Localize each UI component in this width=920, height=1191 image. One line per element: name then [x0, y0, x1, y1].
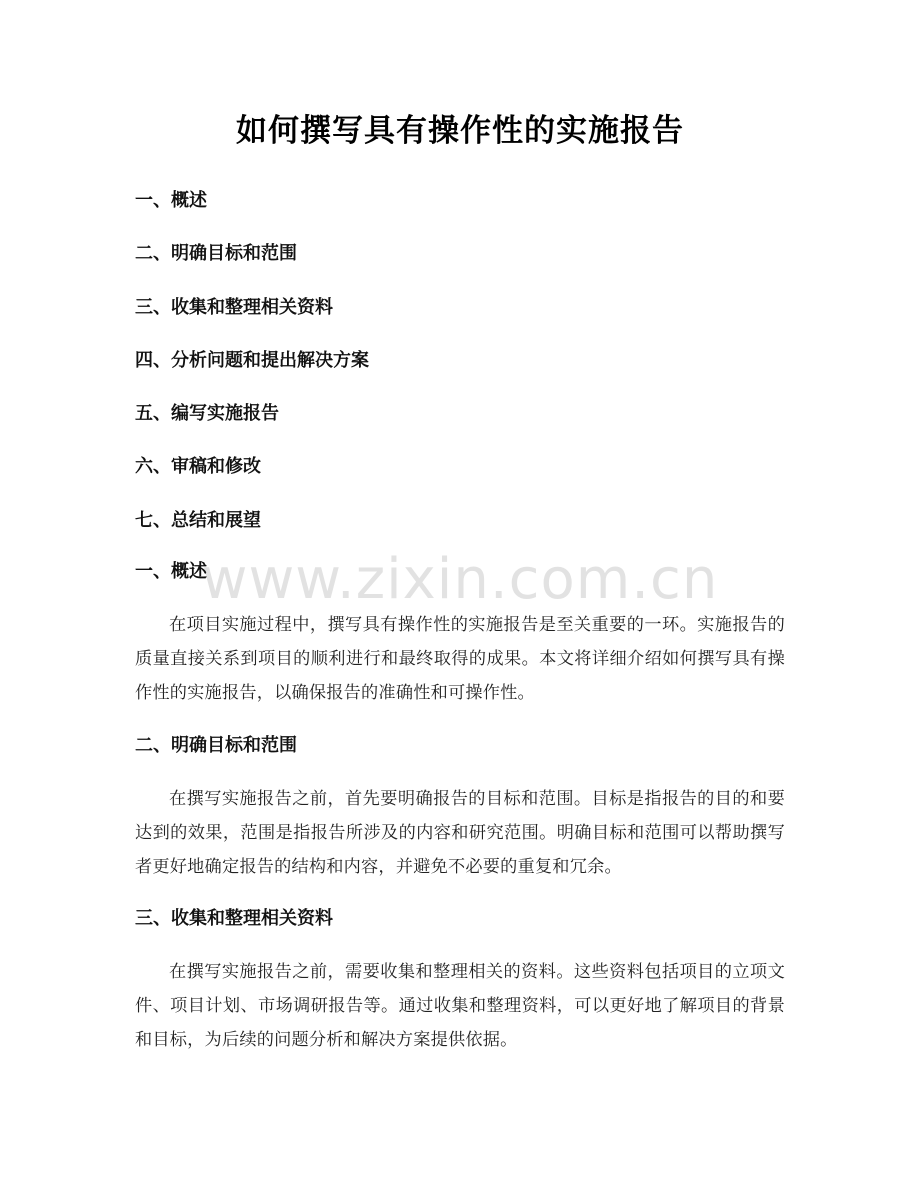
toc-item: 三、收集和整理相关资料 — [135, 296, 333, 318]
document-title: 如何撰写具有操作性的实施报告 — [236, 113, 684, 149]
toc-item: 六、审稿和修改 — [135, 456, 261, 478]
watermark-text: www.zixin.com.cn — [201, 547, 719, 612]
toc-item: 五、编写实施报告 — [135, 403, 279, 425]
section-body-collect-materials: 在撰写实施报告之前，需要收集和整理相关的资料。这些资料包括项目的立项文件、项目计划、市场调研报告等。通过收集和整理资料，可以更好地了解项目的背景和目标，为后续的问题分析和解决方案提供依据。 — [135, 962, 785, 1050]
section-heading-collect-materials: 三、收集和整理相关资料 — [135, 908, 333, 929]
toc-item: 七、总结和展望 — [135, 509, 261, 531]
section-heading-goals-scope: 二、明确目标和范围 — [135, 735, 297, 756]
toc-item: 二、明确目标和范围 — [135, 243, 297, 265]
toc-item: 一、概述 — [135, 190, 207, 211]
table-of-contents — [135, 186, 785, 559]
section-heading-overview: 一、概述 — [135, 561, 207, 582]
toc-item: 四、分析问题和提出解决方案 — [135, 349, 369, 371]
section-body-goals-scope: 在撰写实施报告之前，首先要明确报告的目标和范围。目标是指报告的目的和要达到的效果，范围是指报告所涉及的内容和研究范围。明确目标和范围可以帮助撰写者更好地确定报告的结构和内容，并避免不必要的重复和冗余。 — [135, 789, 785, 877]
section-body-overview: 在项目实施过程中，撰写具有操作性的实施报告是至关重要的一环。实施报告的质量直接关系到项目的顺利进行和最终取得的成果。本文将详细介绍如何撰写具有操作性的实施报告，以确保报告的准确性和可操作性。 — [135, 615, 785, 703]
